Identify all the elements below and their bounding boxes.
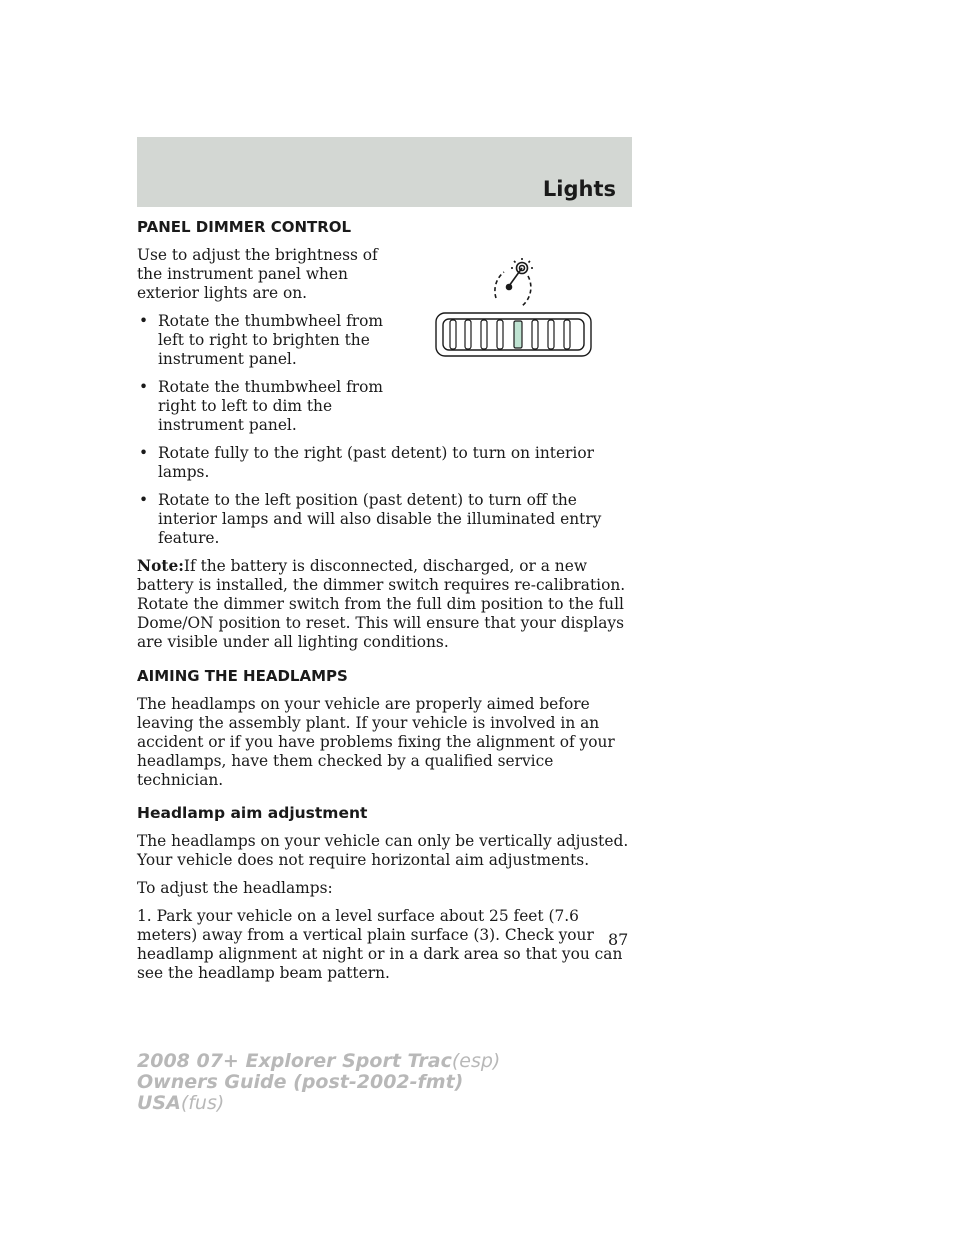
bullet-text: Rotate fully to the right (past detent) to turn on interior lamps. bbox=[158, 444, 594, 481]
list-item bbox=[137, 378, 408, 435]
bullet-glyph: • bbox=[139, 491, 149, 509]
list-item bbox=[137, 312, 408, 369]
page-content bbox=[137, 218, 632, 992]
bullet-glyph: • bbox=[139, 312, 149, 330]
footer-line-2: Owners Guide (post-2002-fmt) bbox=[137, 1071, 464, 1093]
note-text: If the battery is disconnected, discharged, or a new battery is installed, the dimmer switch requires re-calibration. Rotate the dimmer switch from the full dim position to the full Dome/ON position to reset. This will ensure that your displays are visible under all lighting conditions. bbox=[137, 557, 626, 651]
adjustment-paragraph: The headlamps on your vehicle can only be vertically adjusted. Your vehicle does not require horizontal aim adjustments. bbox=[137, 832, 629, 869]
aiming-paragraph: The headlamps on your vehicle are properly aimed before leaving the assembly plant. If your vehicle is involved in an accident or if you have problems fixing the alignment of your headlamps, have them checked by a qualified service technician. bbox=[137, 695, 615, 789]
section-title: Lights bbox=[542, 177, 616, 201]
subheading-aim-adjustment: Headlamp aim adjustment bbox=[137, 804, 368, 822]
bullet-text: Rotate to the left position (past detent) to turn off the interior lamps and will also disable the illuminated entry feature. bbox=[158, 491, 602, 547]
section-header-band bbox=[137, 137, 632, 207]
note-paragraph bbox=[137, 557, 632, 652]
page-number: 87 bbox=[608, 930, 629, 949]
adjustment-lead: To adjust the headlamps: bbox=[137, 879, 333, 897]
list-item bbox=[137, 444, 632, 482]
list-item bbox=[137, 491, 632, 548]
footer-model-code: (esp) bbox=[451, 1050, 501, 1072]
panel-dimmer-intro: Use to adjust the brightness of the instrument panel when exterior lights are on. bbox=[137, 246, 378, 302]
bullet-glyph: • bbox=[139, 444, 149, 462]
footer-line-3 bbox=[137, 1093, 500, 1114]
bullet-text: Rotate the thumbwheel from left to right to brighten the instrument panel. bbox=[158, 312, 383, 368]
adjustment-step-1: 1. Park your vehicle on a level surface about 25 feet (7.6 meters) away from a vertical plain surface (3). Check your headlamp alignment at night or in a dark area so that you can see the headlamp beam pattern. bbox=[137, 907, 623, 982]
footer-model: 2008 07+ Explorer Sport Trac bbox=[137, 1050, 452, 1072]
section-heading-aiming: AIMING THE HEADLAMPS bbox=[137, 667, 348, 685]
footer-line-1 bbox=[137, 1051, 500, 1072]
section-heading-panel-dimmer: PANEL DIMMER CONTROL bbox=[137, 218, 352, 236]
bullet-glyph: • bbox=[139, 378, 149, 396]
footer-market-code: (fus) bbox=[180, 1092, 225, 1114]
footer-market: USA bbox=[137, 1092, 181, 1114]
document-footer bbox=[137, 1051, 500, 1114]
note-label: Note: bbox=[137, 557, 184, 575]
bullet-text: Rotate the thumbwheel from right to left to dim the instrument panel. bbox=[158, 378, 383, 434]
